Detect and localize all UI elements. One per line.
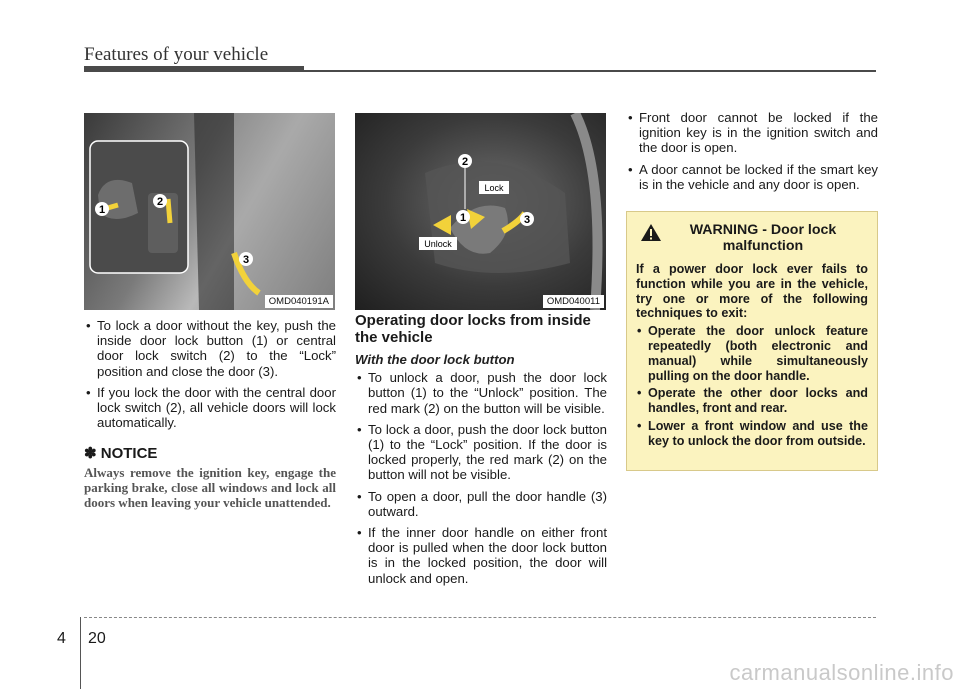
warning-title: WARNING - Door lock malfunction	[689, 222, 837, 254]
footer-rule	[84, 617, 876, 618]
door-lock-figure-right	[355, 113, 606, 310]
bullet-list	[355, 370, 607, 586]
watermark: carmanualsonline.info	[729, 660, 954, 685]
notice-title: ✽ NOTICE	[84, 445, 158, 463]
list-item: • To lock a door without the key, push the inside door lock button (1) or central door lock switch (2) to the “Lock” position and close the door (3).	[84, 318, 336, 379]
callout-3: 3	[523, 214, 531, 226]
page-header: Features of your vehicle	[84, 44, 269, 65]
chapter-number: 4	[57, 630, 66, 647]
list-item: • Operate the other door locks and handles, front and rear.	[636, 386, 868, 416]
list-item: • If the inner door handle on either front door is pulled when the door lock button is in the locked position, the door will unlock and open.	[355, 525, 607, 586]
list-item: • If you lock the door with the central door lock switch (2), all vehicle doors will lock automatically.	[84, 385, 336, 431]
callout-3: 3	[242, 254, 250, 266]
lock-label: Lock	[484, 183, 504, 193]
list-item: • Lower a front window and use the key to unlock the door from outside.	[636, 419, 868, 449]
warning-body	[636, 262, 868, 449]
callout-1: 1	[98, 204, 106, 216]
door-panel-illustration	[84, 113, 335, 310]
list-item: • To lock a door, push the door lock button (1) to the “Lock” position. If the door is locked properly, the red mark (2) on the button will not be visible.	[355, 422, 607, 483]
callout-2: 2	[156, 196, 164, 208]
page-number-separator	[80, 617, 81, 689]
door-handle-illustration	[355, 113, 606, 310]
list-item: • A door cannot be locked if the smart key is in the vehicle and any door is open.	[626, 162, 878, 192]
warning-box	[626, 211, 878, 471]
bullet-list	[626, 110, 878, 192]
list-item: • To unlock a door, push the door lock button (1) to the “Unlock” position. The red mark (2) on the button will be visible.	[355, 370, 607, 416]
figure-caption: OMD040191A	[265, 295, 333, 308]
column-2	[355, 312, 607, 592]
figure-caption: OMD040011	[543, 295, 604, 308]
notice-body: Always remove the ignition key, engage the parking brake, close all windows and lock all doors when leaving your vehicle unattended.	[84, 464, 336, 510]
list-item: • Front door cannot be locked if the ignition key is in the ignition switch and the door is open.	[626, 110, 878, 156]
unlock-label: Unlock	[424, 239, 452, 249]
list-item: • Operate the door unlock feature repeatedly (both electronic and manual) while simultaneously pulling on the door handle.	[636, 324, 868, 383]
list-item: • To open a door, pull the door handle (3) outward.	[355, 489, 607, 519]
header-rule-thin	[304, 70, 876, 72]
subsection-title: With the door lock button	[355, 352, 515, 367]
bullet-list	[84, 318, 336, 430]
door-lock-figure-left	[84, 113, 335, 310]
callout-1: 1	[459, 212, 467, 224]
column-3	[626, 110, 878, 198]
warning-intro: If a power door lock ever fails to function while you are in the vehicle, try one or more of the following techniques to exit:	[636, 262, 868, 321]
callout-2: 2	[461, 156, 469, 168]
warning-list	[636, 324, 868, 448]
column-1	[84, 318, 336, 510]
page-number: 20	[88, 630, 106, 647]
warning-triangle-icon	[640, 223, 662, 242]
header-rule	[84, 66, 304, 72]
section-title: Operating door locks from inside the vehicle	[355, 312, 591, 346]
warning-title-wrap	[636, 222, 868, 254]
